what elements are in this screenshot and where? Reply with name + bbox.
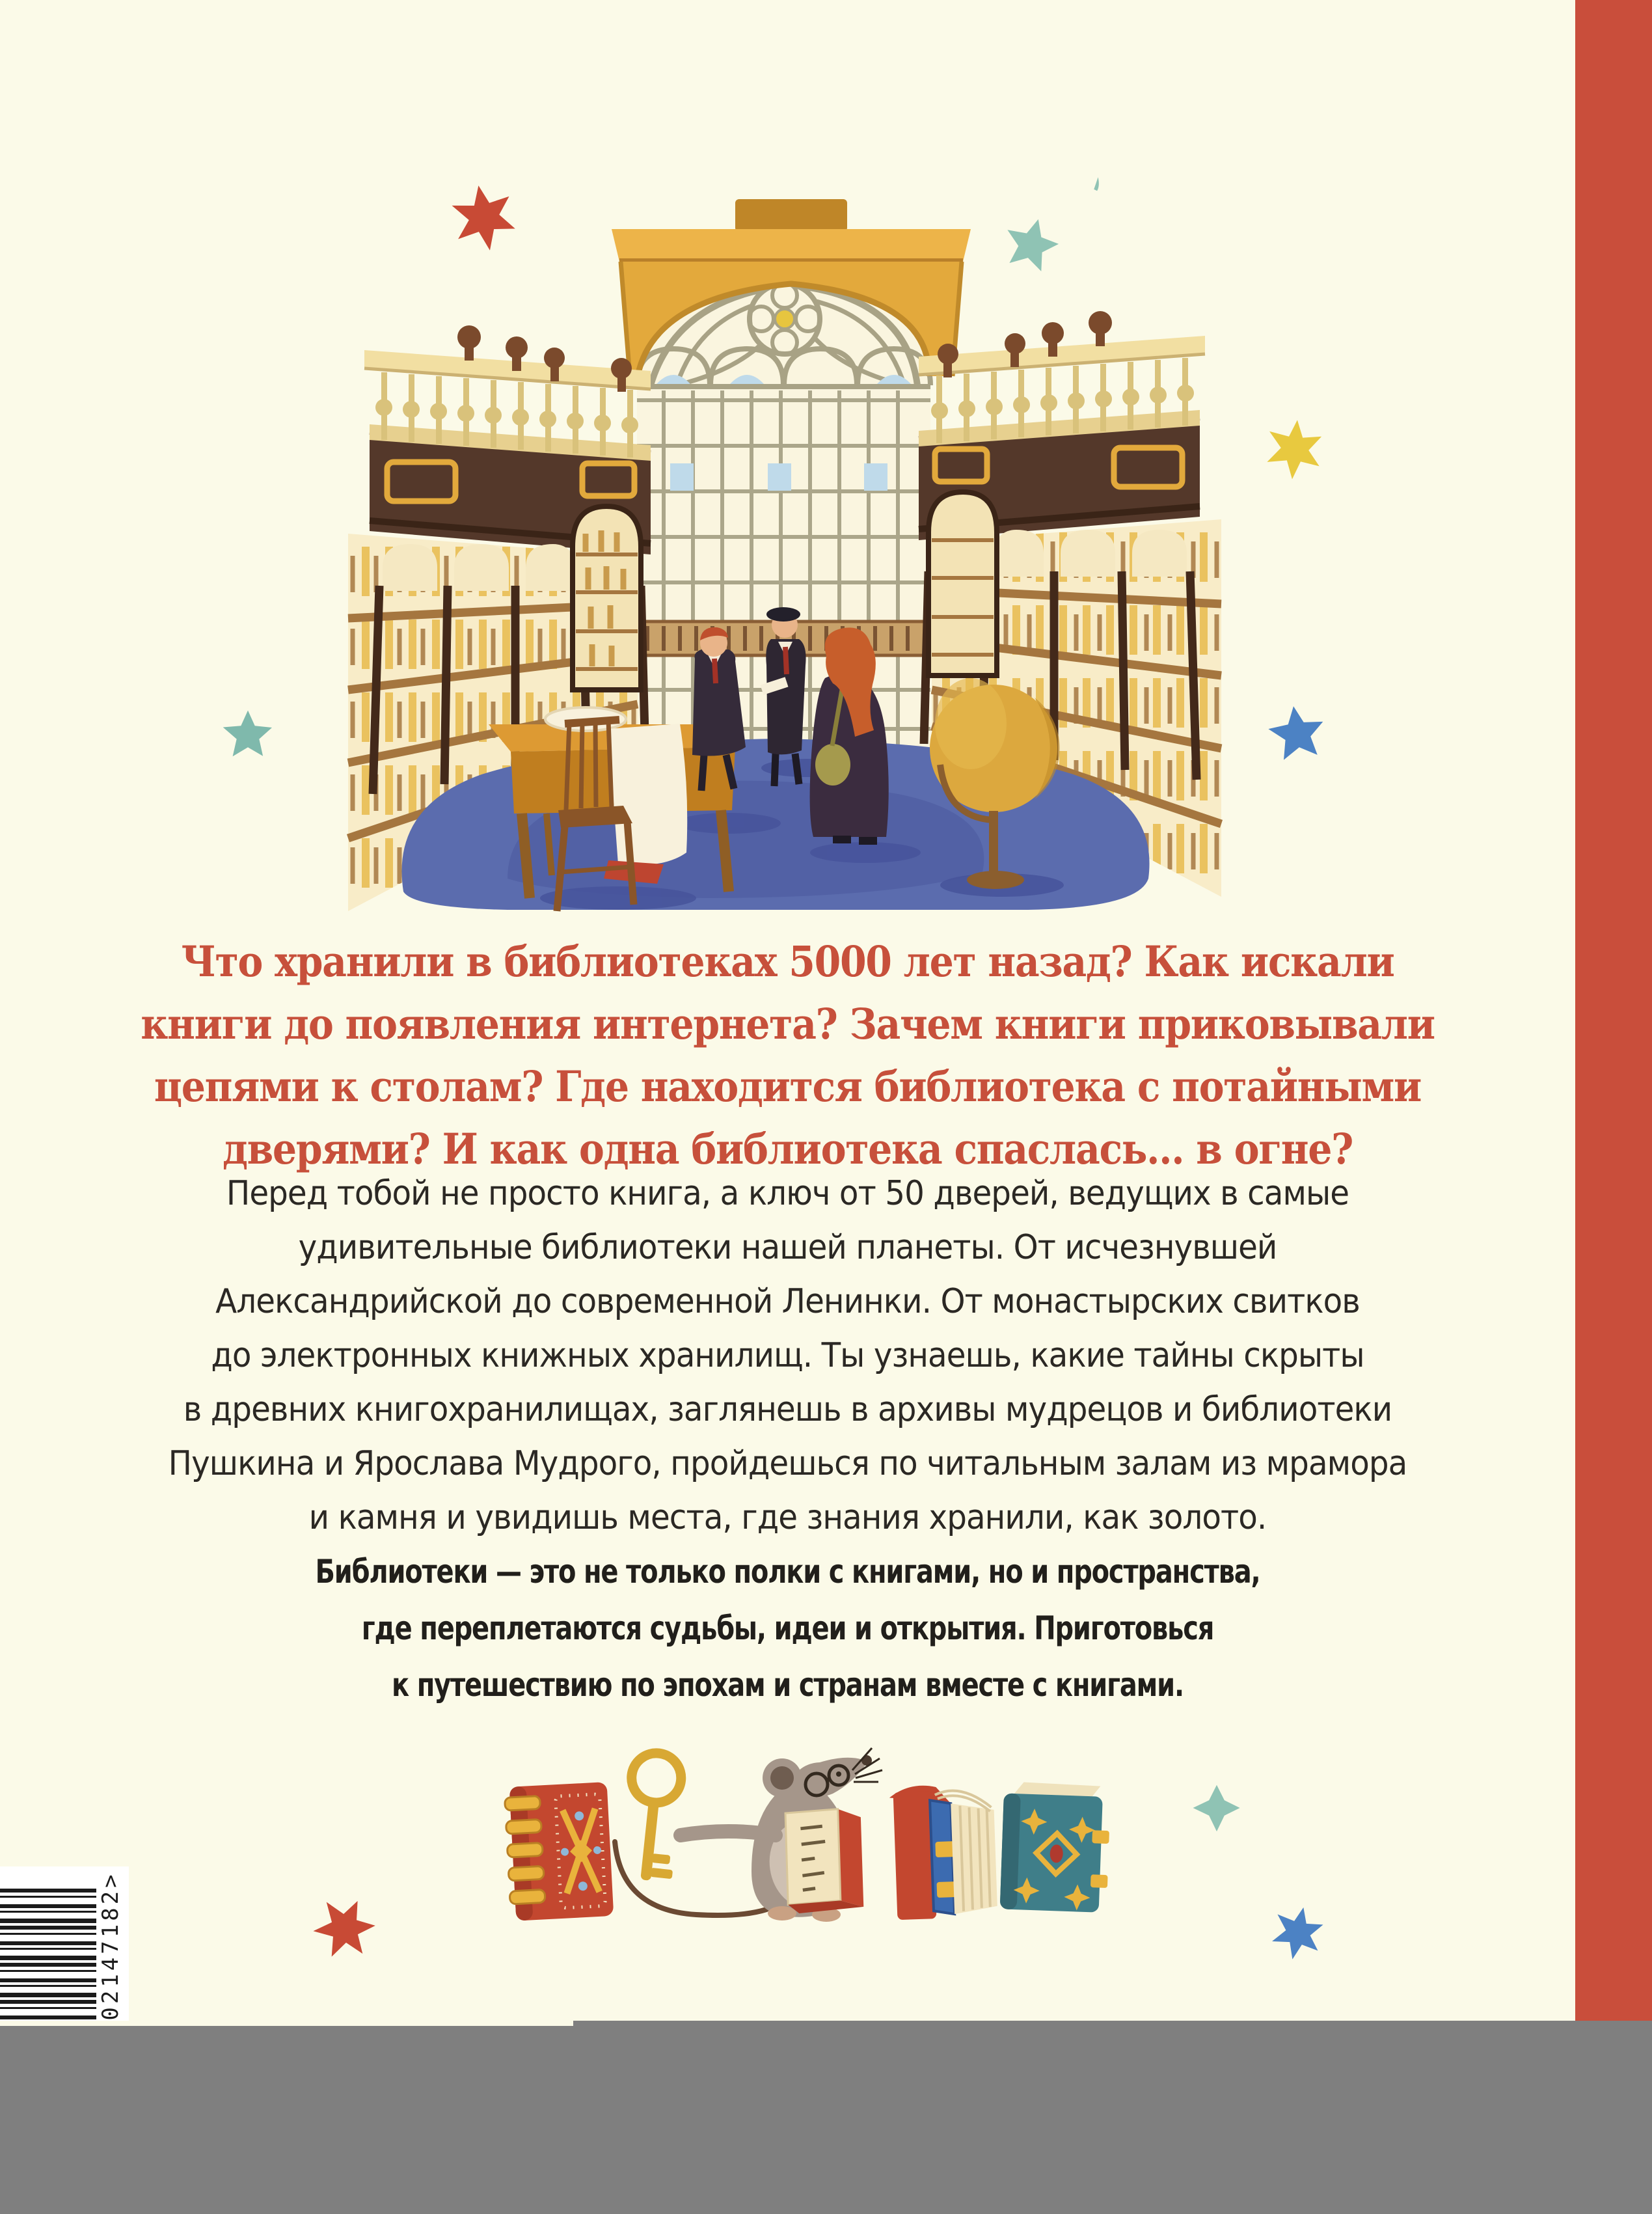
star-icon — [999, 212, 1064, 274]
star-icon — [1269, 1902, 1326, 1964]
closing-line: Библиотеки — это не только полки с книгами, но и пространства, — [315, 1553, 1260, 1591]
questions-line: книги до появления интернета? Зачем книги приковывали — [141, 1000, 1435, 1049]
scanner-footer — [0, 2021, 1652, 2214]
spine-stripe — [1575, 0, 1652, 2021]
star-icon — [1266, 418, 1323, 482]
barcode-digits: 02147182> — [98, 1871, 124, 2021]
closing-line: к путешествию по эпохам и странам вместе с книгами. — [392, 1666, 1184, 1704]
star-icon — [1094, 177, 1100, 191]
questions-line: дверями? И как одна библиотека спаслась… в огне? — [222, 1125, 1353, 1174]
questions-line: цепями к столам? Где находится библиотека с потайными — [154, 1062, 1422, 1112]
star-icon — [449, 181, 518, 256]
description-line: и камня и увидишь места, где знания хранили, как золото. — [308, 1498, 1267, 1537]
description-line: до электронных книжных хранилищ. Ты узнаешь, какие тайны скрыты — [211, 1336, 1364, 1375]
barcode — [0, 1866, 129, 2025]
star-icon — [1193, 1785, 1240, 1831]
star-icon — [1266, 702, 1327, 761]
description-line: Пушкина и Ярослава Мудрого, пройдешься по читальным залам из мрамора — [168, 1444, 1407, 1483]
star-icon — [223, 711, 272, 757]
closing-line: где переплетаются судьбы, идеи и открытия. Приготовься — [361, 1609, 1214, 1647]
description-line: Перед тобой не просто книга, а ключ от 50 дверей, ведущих в самые — [226, 1174, 1349, 1213]
description-line: удивительные библиотеки нашей планеты. От исчезнувшей — [298, 1228, 1277, 1267]
questions-line: Что хранили в библиотеках 5000 лет назад? Как искали — [181, 937, 1394, 987]
footer-step — [0, 2021, 573, 2026]
barcode-bars — [0, 1889, 96, 2025]
description-line: в древних книгохранилищах, заглянешь в архивы мудрецов и библиотеки — [183, 1390, 1392, 1429]
description-line: Александрийской до современной Ленинки. От монастырских свитков — [215, 1282, 1360, 1321]
star-icon — [306, 1889, 382, 1968]
